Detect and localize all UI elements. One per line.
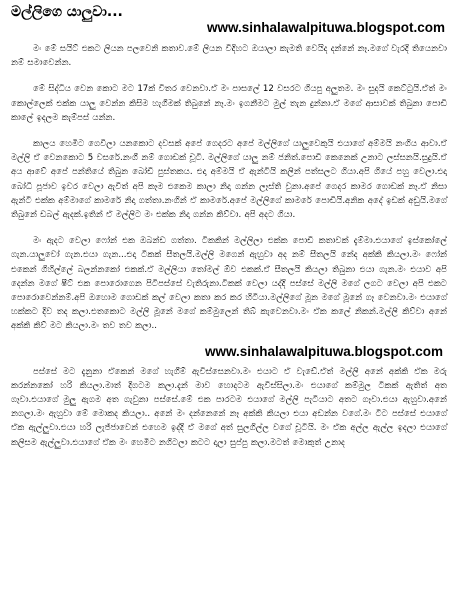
- story-paragraph-5: පස්සේ මට දැනුනා ඒකෙන් මගේ හැගීම් ඇවිස්සෙනවා.මං එයාට ඒ වැඩේ.ඒත් මල්ලි අනේ අක්කි ඒක මරු කරන්නකෝ හරි කියලා.මාත් දිගටම කලා.දැන් මාව හොදටම ඇවිස්සිලා.මං එයාගේ කම්මුල ටිකක් ඇතිත් අත ගෑවා.එයාගේ මුලු ඇගම අත ගැවුනා පස්සේ.මේ එක පාරටම එයාගේ මල්ලි පැටියාට අතට ගෑවා.එයා ඇහුවා.අනේ නගලා.මං ඇහුවා මේ මොකද කියලා.. අනේ මං දන්නෙනේ නෑ අක්කි කියලා එයා අඩන්න වගේ.මං ටිට පස්සේ එයාගේ ඒක ඇල්ලුවා.එයා හරි ලැජ්ජාවෙන් එහෙම ඉද්දි ඒ මගේ අත් සුලගිල්ල වගේ චූටියි. මං ඒක අල්ල ඇල්ල ඉදලා එයාගේ කලිසම ඇල්ලුවා.එයාගේ ඒක මං හෙමිට නගිටලා කටට දාලා සුප්පු කලා.මටත් මොකුත් උනාද: [11, 366, 447, 448]
- watermark-url-top: www.sinhalawalpituwa.blogspot.com: [206, 20, 445, 35]
- story-paragraph-4: මං ඇදට වෙලා ෆෝන් එක ඔබන්ඩ ගත්තා. ටිකකින් මල්ලිලා එක්ක පොඩි කතාවක් දැම්මා.එයාගේ ඉස්කෝලේ ගැන.යාලුවෝ ගැන.එයා ගැන...එදා ටිකක් සීතලයි.මල්ලි මගෙන් ඇහුවා අද නම් සීතලයි නේද අක්කි කියලා.මං ෆෝන් එකෙන් ගිහිල්ලේ බලන්නකෝ එකක්.ඒ මල්ලියා තෝමල් ඕව එකක්.ඒ සීතලයි කියලා තිබුනා එයා ගැන.මං එයාව අපි දෙන්න මගේ ෂීට් එක පොරොගෙන පිටිපස්සේ වැතිරුනා.ටිකක් වෙලා යද්දි පස්සේ මල්ලි මගේ ලගට වෙලා අපි එකට පොරොවෙන්නම්.අපි ඔහොම ගොඩක් කල් වෙලා කතා කර කර හිටියා.මල්ලිගේ මූන මගේ මූනේ ගෑ වෙනවා.මං එයාගේ හක්කට දිව තද කලා.එතකොට මල්ලි මූනේ මගේ කම්මුලෙන් තිබ් කැවෙනවා.මං ඒක කලේ නිකන්.මල්ලි කිව්වා අනේ අක්කි කිව් මට කියලා.මං තව තව කලා..: [11, 236, 447, 332]
- watermark-url-middle: www.sinhalawalpituwa.blogspot.com: [204, 343, 443, 359]
- story-paragraph-2: මේ සිද්ධිය වෙන කොට මට 17ක් විතර වෙනවා.ඒ මං පාසලේ 12 වසරට ගියපු අලුතම. මං සුදයි කෙට්ටුයි.ඒත් මං කොල්ලෙක් එක්ක යාලු වෙන්න කිසිම හැගීමක් තිබුනේ නෑ.මං ඉගනීමට මුල් තැන දුන්නා.ඒ මගේ ආසාවක් තිබුනා පොඩි කාලේ ඉදලම කැම්පස් යන්න.: [11, 84, 447, 123]
- story-paragraph-3: කාලය හෙමිට ගෙවිලා යනකොට දවසක් අපේ ගෙදරට අපේ මල්ලිගේ යාලුවෙකුයි එයාගේ අම්මයි නංගිය ආවා.ඒ මල්ලි ඒ වෙනකොට 5 වසරේ.නංගී නම් ගොඩක් චූටි. මල්ලිගේ යාලු නම් ජනිත්.පොඩි කෙනෙක් උනාට ලස්සනයි.සුදුයි.ඒ අය ආවේ අපේ පන්තියේ තිබුන බෝඩි පුස්තකය. එදා අම්මයි ඒ ඇන්ටියි කලින් පත්සලට ගියා.අපි ගියේ පහු වෙලා.එදා බෝධි පූජාව ඉවර වෙලා ඇවිත් අපි කෑම එකෙම කාලා නිදා ගන්න ලෑස්ති වුනා.අපේ ගෙදර කාමර ගොඩක් නෑ.ඒ නිසා ඇන්ටි එක්ක අම්මාගේ කාමරේ නිදා ගත්තා.නංගින් ඒ කාමරේ.අපේ මල්ලිගේ කාමරේ පොඩියි.අනික අදේ ඉඩක් අඩුයි.මගේ තිබුනේ ඩබල් ඇදක්.ඉතින් ඒ මල්ලිට මං එක්ක නිදා ගන්න කිව්වා. අපි අදට ගියා.: [11, 139, 447, 221]
- post-title: මල්ලිගෙ යාලුවා...: [11, 4, 123, 20]
- story-paragraph-1: මං මේ සයිට් එකට ලියන පලවෙනි කතාව.මේ ලියන විදිහට ඔයාලා කැමති වෙයිද දන්නේ නෑ.මගේ වැරදි තියෙනවා නම් සමාවෙන්න.: [11, 44, 447, 69]
